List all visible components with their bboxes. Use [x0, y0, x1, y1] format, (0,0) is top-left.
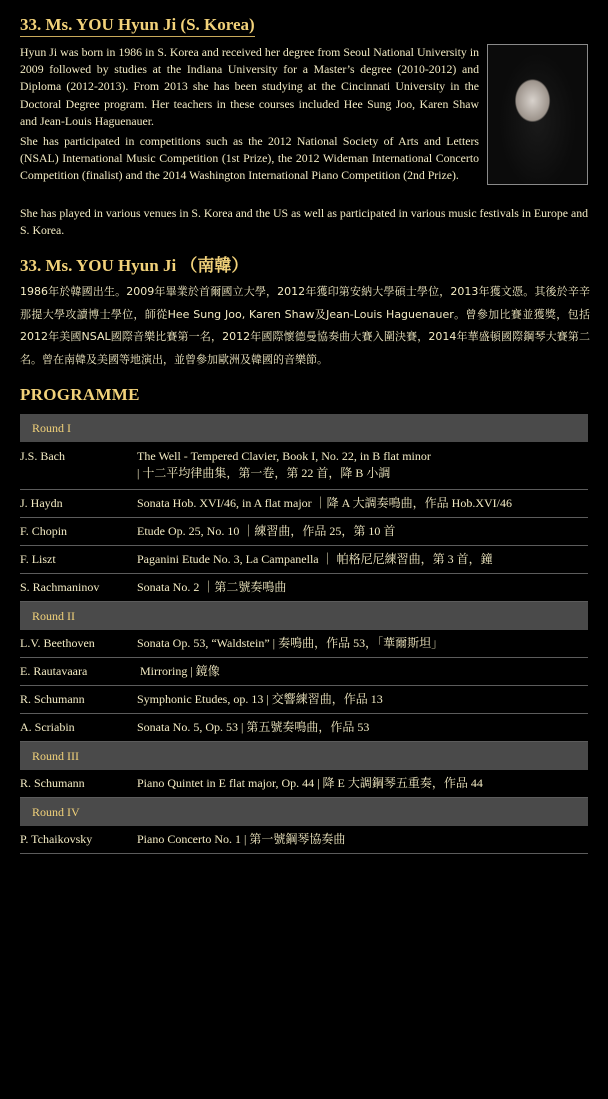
work: Sonata No. 5, Op. 53 | 第五號奏鳴曲，作品 53 [137, 720, 370, 734]
programme-row [20, 826, 588, 854]
work: Piano Concerto No. 1 | 第一號鋼琴協奏曲 [137, 832, 346, 846]
work [137, 448, 588, 489]
composer: S. Rachmaninov [20, 580, 100, 594]
bio-chinese: 1986年於韓國出生。2009年畢業於首爾國立大學，2012年獲印第安納大學碩士學位，2013年獲文憑。其後於辛辛那提大學攻讀博士學位，師從Hee Sung Joo, Karen Shaw及Jean-Louis Haguenauer。曾參加比賽並獲獎，包括2012年美國NSAL國際音樂比賽第一名，2012年國際懷德曼協奏曲大賽入圍決賽，2014年華盛頓國際鋼琴大賽第二名。曾在南韓及美國等地演出，並曾參加歐洲及韓國的音樂節。 [20, 285, 590, 366]
bio-paragraph-3: She has played in various venues in S. Korea and the US as well as participated in various music festivals in Europe and S. Korea. [20, 206, 588, 238]
programme-row [20, 574, 588, 602]
programme-row [20, 714, 588, 742]
programme-row [20, 770, 588, 798]
programme-table [20, 414, 588, 854]
programme-row [20, 546, 588, 574]
work: Sonata Hob. XVI/46, in A flat major ｜降 A 大調奏鳴曲，作品 Hob.XVI/46 [137, 496, 512, 510]
composer: F. Chopin [20, 524, 68, 538]
composer: F. Liszt [20, 552, 56, 566]
work: Sonata No. 2 ｜第二號奏鳴曲 [137, 580, 287, 594]
round-header: Round I [20, 414, 588, 442]
bio-paragraph-1: Hyun Ji was born in 1986 in S. Korea and received her degree from Seoul National University in 2009 followed by studies at the Indiana University for a Master’s degree (2010-2012) and Diploma (2012-2013). From 2013 she has been studying at the Cincinnati University in the Doctoral Degree program. Her teachers in these courses included Hee Sung Joo, Karen Shaw and Jean-Louis Haguenauer. [20, 45, 479, 128]
work: Etude Op. 25, No. 10 ｜練習曲，作品 25，第 10 首 [137, 524, 396, 538]
programme-row [20, 658, 588, 686]
composer: R. Schumann [20, 692, 85, 706]
composer: J. Haydn [20, 496, 63, 510]
programme-title: PROGRAMME [20, 385, 140, 404]
bio-paragraph-2: She has participated in competitions such as the 2012 National Society of Arts and Letters (NSAL) International Music Competition (1st Prize), the 2012 Wideman International Concerto Competition (finalist) and the 2014 Washington International Piano Competition (2nd Prize). [20, 134, 479, 183]
work: Sonata Op. 53, “Waldstein” | 奏鳴曲，作品 53，「華爾斯坦」 [137, 636, 444, 650]
composer: J.S. Bach [20, 449, 65, 463]
round-header: Round II [20, 602, 588, 630]
programme-row [20, 442, 588, 490]
heading-chinese: 33. Ms. YOU Hyun Ji （南韓） [20, 256, 249, 275]
programme-row [20, 518, 588, 546]
composer: L.V. Beethoven [20, 636, 95, 650]
programme-row [20, 686, 588, 714]
work: Symphonic Etudes, op. 13 | 交響練習曲，作品 13 [137, 692, 383, 706]
composer: E. Rautavaara [20, 664, 88, 678]
composer: P. Tchaikovsky [20, 832, 93, 846]
work: Piano Quintet in E flat major, Op. 44 | 降 E 大調鋼琴五重奏，作品 44 [137, 776, 483, 790]
work: Mirroring | 鏡像 [137, 664, 220, 678]
round-header: Round IV [20, 798, 588, 826]
round-header: Round III [20, 742, 588, 770]
heading-english: 33. Ms. YOU Hyun Ji (S. Korea) [20, 15, 255, 37]
work: Paganini Etude No. 3, La Campanella ｜ 帕格尼尼練習曲，第 3 首，鐘 [137, 552, 493, 566]
programme-row [20, 630, 588, 658]
work-line: | 十二平均律曲集，第一卷，第 22 首，降 B 小調 [137, 466, 391, 480]
work-line: The Well - Tempered Clavier, Book I, No. 22, in B flat minor [137, 449, 431, 463]
programme-row [20, 490, 588, 518]
composer: R. Schumann [20, 776, 85, 790]
composer: A. Scriabin [20, 720, 75, 734]
pianist-photo [487, 44, 588, 185]
